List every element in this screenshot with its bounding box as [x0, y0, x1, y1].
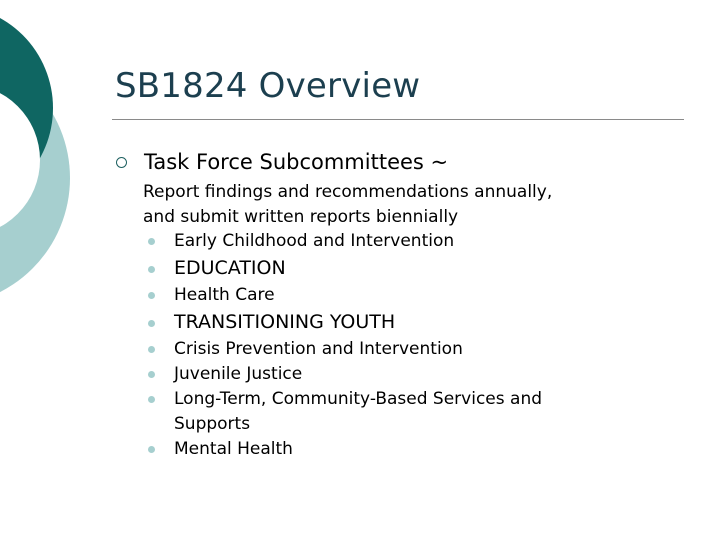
- filled-circle-bullet-icon: [148, 396, 155, 403]
- hollow-circle-bullet-icon: [116, 157, 127, 168]
- list-item-label: Supports: [174, 414, 251, 434]
- filled-circle-bullet-icon: [148, 346, 155, 353]
- slide-title: SB1824 Overview: [115, 66, 421, 106]
- filled-circle-bullet-icon: [148, 292, 155, 299]
- main-bullet-text: Task Force Subcommittees ~: [144, 150, 449, 174]
- list-item-label: Juvenile Justice: [174, 364, 303, 384]
- list-item-label: Mental Health: [174, 439, 293, 459]
- description-line: Report findings and recommendations annually,: [143, 182, 553, 202]
- list-item-label: Crisis Prevention and Intervention: [174, 339, 463, 359]
- filled-circle-bullet-icon: [148, 320, 155, 327]
- filled-circle-bullet-icon: [148, 266, 155, 273]
- list-item-label: EDUCATION: [174, 257, 286, 279]
- description-line: and submit written reports biennially: [143, 207, 459, 227]
- list-item-label: Health Care: [174, 285, 275, 305]
- decorative-circles: [0, 0, 120, 300]
- list-item-label: Early Childhood and Intervention: [174, 231, 455, 251]
- filled-circle-bullet-icon: [148, 446, 155, 453]
- list-item-label: TRANSITIONING YOUTH: [174, 311, 396, 333]
- filled-circle-bullet-icon: [148, 371, 155, 378]
- list-item-label: Long-Term, Community-Based Services and: [174, 389, 543, 409]
- filled-circle-bullet-icon: [148, 238, 155, 245]
- description: [143, 180, 703, 230]
- title-divider: [112, 119, 684, 120]
